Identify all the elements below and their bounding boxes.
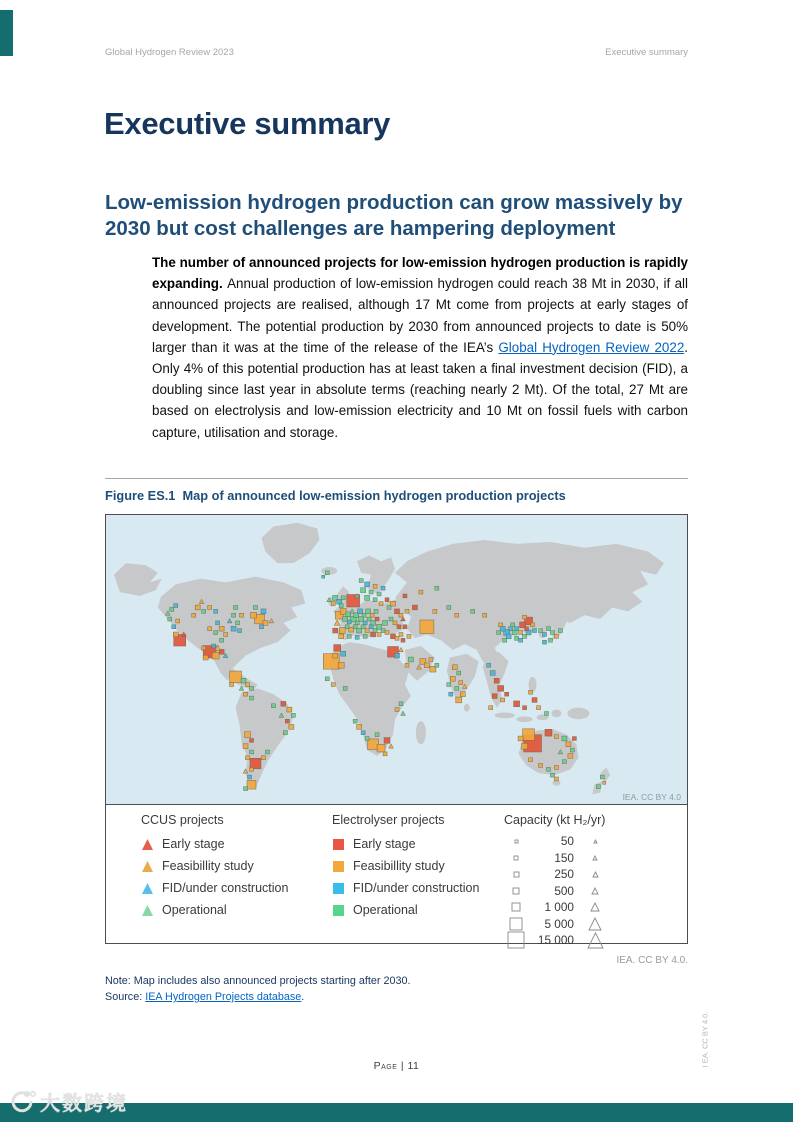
map-marker [325,677,329,681]
map-marker [250,767,254,771]
square-swatch-icon [514,839,519,844]
map-marker [546,627,550,631]
map-marker [365,595,370,600]
map-marker [457,671,461,675]
map-marker [246,683,250,687]
watermark-logo-icon [8,1088,36,1116]
square-swatch-icon [332,838,345,851]
map-marker [532,698,537,703]
map-marker [216,621,220,625]
map-marker [343,686,347,690]
map-marker [546,767,550,771]
map-marker [248,775,252,779]
map-marker [384,738,390,744]
capacity-label: 500 [554,883,574,898]
capacity-label: 150 [554,850,574,865]
figure-source [105,991,304,1003]
map-marker [558,629,562,633]
map-marker [385,598,389,602]
square-swatch-icon [512,887,520,895]
map-marker [596,785,600,789]
map-marker [377,633,381,637]
map-marker [172,625,176,629]
map-marker [548,638,552,642]
map-marker [367,617,371,621]
map-marker [550,773,554,777]
map-marker [401,638,405,642]
map-marker [568,753,573,758]
caption-divider [105,478,688,479]
triangle-swatch-icon [591,887,599,895]
map-marker [499,623,503,627]
running-header-left: Global Hydrogen Review 2023 [105,47,234,58]
running-header-right: Executive summary [605,47,688,58]
world-map [106,515,687,805]
map-marker [232,613,236,617]
map-marker [523,615,527,619]
map-marker [373,598,377,602]
map-marker [554,777,558,781]
map-marker [603,781,606,784]
map-marker [246,756,250,760]
figure-note: Note: Map includes also announced projects starting after 2030. [105,975,411,987]
legend-capacity-header: Capacity (kt H₂/yr) [504,813,606,827]
map-marker [501,698,505,702]
map-marker [322,575,325,578]
map-marker [399,702,403,706]
legend-item [141,833,288,855]
map-marker [487,663,491,667]
map-marker [523,706,527,710]
capacity-row [504,883,608,900]
map-marker [234,606,238,610]
map-marker [253,606,257,610]
legend-electrolyser-header: Electrolyser projects [332,813,445,827]
map-marker [471,609,475,613]
map-marker [554,634,558,638]
map-marker [251,612,257,618]
map-marker [247,780,256,789]
map-marker [195,605,200,610]
map-marker [236,621,240,625]
map-marker [399,613,403,617]
figure-caption: Figure ES.1 Map of announced low-emission hydrogen production projects [105,488,566,503]
map-marker [403,625,407,629]
map-marker [353,625,357,629]
map-marker [244,692,248,696]
capacity-label: 50 [560,834,574,849]
map-marker [518,736,523,741]
map-marker [203,655,208,660]
capacity-row [504,850,608,867]
legend-item-label: Feasibillity study [353,859,445,873]
map-marker [405,609,409,613]
legend-capacity-column [504,813,608,949]
map-marker [383,752,387,756]
map-marker [562,760,566,764]
map-marker [343,617,348,622]
map-marker [523,729,535,741]
map-marker [450,676,455,681]
map-marker [600,775,604,779]
paragraph-text-2: . Only 4% of this potential production has at least taken a final investment decision (FID), a doubling since last year in absolute terms (reaching nearly 2 Mt). Of the total, 27 Mt are based on electrolysis and low-emission electricity and 10 Mt on fossil fuels with carbon capture, utilisation and storage. [152,339,689,440]
map-marker [371,632,376,637]
map-marker [381,629,385,633]
map-marker [399,633,403,637]
map-marker [219,626,224,631]
map-marker [212,652,219,659]
map-marker [331,602,335,606]
map-marker [433,609,437,613]
watermark [8,1087,128,1116]
map-marker [339,604,343,608]
map-marker [377,592,381,596]
map-marker [408,657,413,662]
map-marker [263,620,268,625]
square-swatch-icon [513,871,520,878]
map-marker [562,736,567,741]
map-marker [420,620,434,633]
legend-item-label: Operational [162,903,227,917]
map-marker [283,731,287,735]
map-marker [554,735,558,739]
map-marker [202,646,206,650]
legend-item-label: Operational [353,903,418,917]
map-marker [395,636,399,640]
legend-item-label: FID/under construction [353,881,480,895]
map-marker [459,681,463,685]
map-marker [363,621,367,625]
map-marker [373,584,377,588]
map-marker [361,625,365,629]
map-marker [289,725,294,730]
map-marker [511,623,515,627]
map-marker [369,590,373,594]
map-marker [505,692,509,696]
ghr2022-link[interactable]: Global Hydrogen Review 2022 [498,339,685,355]
map-marker [570,748,574,752]
map-marker [447,606,451,610]
map-marker [334,645,341,652]
map-marker [529,690,533,694]
triangle-swatch-icon [141,882,154,895]
map-marker [506,634,511,639]
map-marker [353,719,357,723]
map-marker [537,706,541,710]
map-marker [285,719,289,723]
triangle-swatch-icon [141,904,154,917]
map-marker [212,644,216,648]
map-marker [531,623,535,627]
map-marker [341,596,345,600]
map-marker [265,750,269,754]
triangle-swatch-icon [141,860,154,873]
watermark-text: 大数跨境 [40,1093,128,1115]
capacity-row [504,899,608,916]
paragraph-bold-lead: The number of announced projects for low-emission hydrogen production is rapidly expanding. [152,255,688,292]
map-marker [370,613,374,617]
map-marker [503,638,507,642]
map-marker [244,787,248,791]
map-marker [544,712,548,716]
map-marker [250,686,254,690]
map-marker [261,756,265,760]
map-marker [176,619,180,623]
legend-item-label: Early stage [162,837,225,851]
map-marker [545,729,552,736]
map-marker [377,624,382,629]
map-marker [192,613,196,617]
map-marker [492,694,497,699]
map-marker [424,663,429,668]
map-marker [435,663,439,667]
map-marker [214,609,218,613]
triangle-swatch-icon [590,902,600,912]
map-marker [339,628,345,634]
map-marker [519,638,523,642]
map-marker [554,765,558,769]
map-marker [333,628,338,633]
map-marker [490,671,495,676]
map-marker [243,744,248,749]
legend-item [141,899,288,921]
capacity-label: 250 [554,867,574,882]
map-marker [281,701,286,706]
map-marker [359,579,363,583]
map-marker [340,608,346,614]
map-marker [287,707,292,712]
capacity-label: 5 000 [544,916,574,931]
map-marker [533,629,537,633]
map-marker [214,631,218,635]
map-marker [572,737,576,741]
map-marker [373,629,377,633]
map-marker [405,663,409,667]
map-marker [550,631,554,635]
triangle-swatch-icon [588,917,602,931]
legend-item-label: Early stage [353,837,416,851]
map-marker [357,725,362,730]
map-marker [447,683,451,687]
legend-item [332,877,479,899]
paragraph-text-1: Annual production of low-emission hydrogen could reach 38 Mt in 2030, if all announced projects are realised, although 17 Mt come from projects at early stages of development. The potential production by 2030 from announced projects to date is 50% larger than it was at the time of the release of the IEA’s [152,276,688,355]
source-label: Source: [105,991,146,1003]
map-marker [363,634,367,638]
map-marker [542,633,546,637]
side-attribution: I EA. CC BY 4.0. [700,1011,710,1068]
map-marker [375,617,379,621]
map-marker [539,764,543,768]
map-marker [519,631,523,635]
map-marker [271,704,275,708]
figure-attribution: IEA. CC BY 4.0. [616,955,688,966]
source-period: . [301,991,305,1003]
map-marker [259,625,263,629]
map-marker [208,606,212,610]
map-marker [395,653,400,658]
square-swatch-icon [507,931,525,949]
map-marker [220,638,224,642]
map-marker [381,586,385,590]
capacity-row [504,916,608,933]
square-swatch-icon [511,902,521,912]
capacity-label: 1 000 [544,900,574,915]
page-number: Page | 11 [373,1060,420,1072]
source-link[interactable]: IEA Hydrogen Projects database [145,991,302,1003]
map-attribution: IEA. CC BY 4.0 [622,792,681,802]
map-marker [489,706,493,710]
square-swatch-icon [332,904,345,917]
map-marker [238,629,242,633]
square-swatch-icon [332,882,345,895]
map-marker [170,607,174,611]
map-marker [331,683,335,687]
legend-item [141,855,288,877]
map-marker [566,742,571,747]
triangle-swatch-icon [141,838,154,851]
map-marker [250,738,254,742]
map-marker [355,635,359,639]
square-swatch-icon [509,917,523,931]
map-marker [347,634,351,638]
legend-item-label: Feasibillity study [162,859,254,873]
world-map-svg [106,515,687,804]
triangle-swatch-icon [592,871,599,878]
triangle-swatch-icon [587,932,604,949]
map-marker [407,634,411,638]
map-marker [338,662,344,668]
map-marker [393,621,397,625]
capacity-row [504,932,608,949]
map-marker [224,633,228,637]
map-marker [494,678,499,683]
map-marker [291,713,295,717]
map-marker [515,627,519,631]
map-marker [245,732,251,738]
map-marker [542,640,546,644]
page-edge-tab [0,10,13,56]
legend-electrolyser-column [332,813,479,921]
map-marker [460,692,465,697]
map-marker [539,629,543,633]
map-marker [383,620,388,625]
figure-es1 [105,514,688,948]
map-marker [365,582,370,587]
map-marker [230,671,242,683]
map-marker [231,626,236,631]
map-marker [395,708,399,712]
map-marker [361,731,365,735]
map-marker [522,743,528,749]
map-marker [483,613,487,617]
map-marker [397,625,401,629]
legend-item [332,855,479,877]
figure-legend [106,805,687,948]
map-marker [375,733,379,737]
map-marker [419,590,423,594]
section-heading: Low-emission hydrogen production can grow massively by 2030 but cost challenges are hampering deployment [105,191,683,240]
map-marker [361,588,366,593]
map-marker [377,744,385,752]
capacity-label: 15 000 [537,933,574,948]
legend-item [141,877,288,899]
map-marker [498,686,504,692]
square-swatch-icon [332,860,345,873]
map-marker [391,634,396,639]
map-marker [355,621,359,625]
legend-ccus-column [141,813,288,921]
triangle-swatch-icon [592,855,598,861]
legend-item [332,899,479,921]
body-paragraph [152,252,688,443]
legend-ccus-header: CCUS projects [141,813,224,827]
map-marker [429,658,433,662]
map-marker [250,696,254,700]
map-marker [173,632,178,637]
map-marker [455,686,459,690]
map-marker [455,613,459,617]
map-marker [514,701,520,707]
map-marker [347,620,351,624]
map-marker [230,683,234,687]
map-marker [240,613,244,617]
map-marker [523,634,527,638]
map-marker [365,629,369,633]
map-marker [509,627,513,631]
map-marker [387,606,391,610]
map-marker [435,586,439,590]
map-marker [452,665,457,670]
map-marker [529,758,533,762]
map-marker [369,625,373,629]
map-marker [341,651,346,656]
map-marker [202,609,206,613]
map-marker [365,737,369,741]
map-marker [449,692,453,696]
map-marker [362,613,366,617]
map-marker [174,604,178,608]
map-marker [345,625,349,629]
map-marker [261,609,266,614]
map-marker [385,631,389,635]
capacity-row [504,866,608,883]
triangle-swatch-icon [593,839,598,844]
map-marker [525,627,529,631]
map-marker [389,617,393,621]
capacity-row [504,833,608,850]
map-marker [333,653,338,658]
map-marker [515,636,519,640]
map-marker [374,609,378,613]
map-marker [325,571,329,575]
map-marker [379,602,383,606]
map-marker [339,634,344,639]
map-marker [250,750,254,754]
legend-item [332,833,479,855]
map-marker [168,617,172,621]
page-title: Executive summary [104,106,391,141]
map-marker [403,594,407,598]
map-marker [497,631,501,635]
map-marker [456,697,462,703]
map-marker [412,605,417,610]
square-swatch-icon [513,855,519,861]
map-marker [208,627,212,631]
legend-item-label: FID/under construction [162,881,289,895]
